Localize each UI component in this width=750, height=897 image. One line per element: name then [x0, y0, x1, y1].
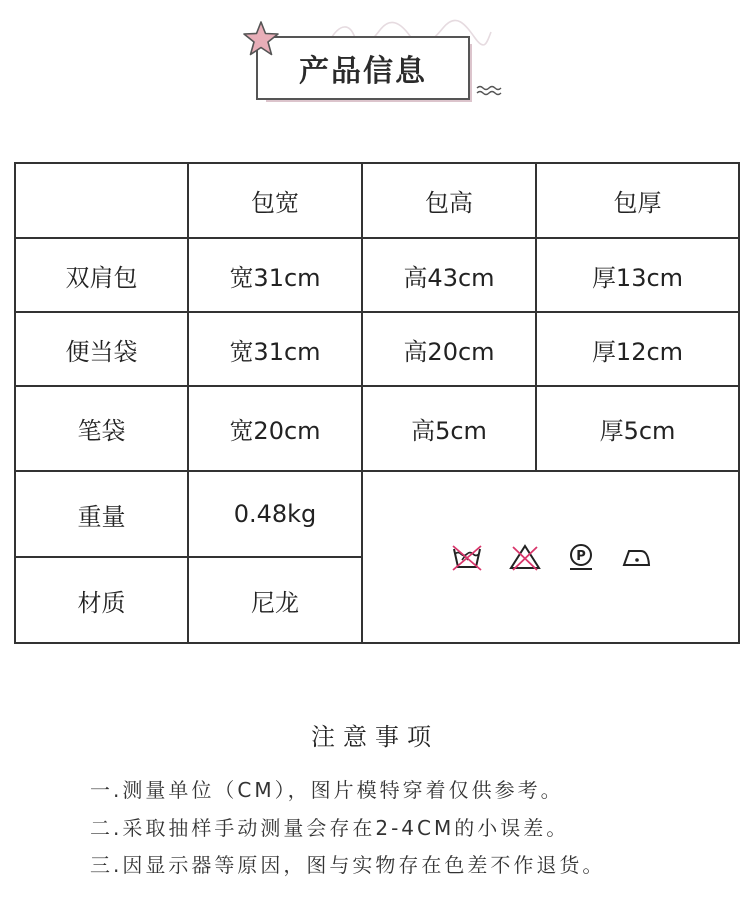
note-item: 一.测量单位（CM），图片模特穿着仅供参考。 [90, 778, 564, 802]
table-row-weight [15, 471, 739, 557]
header-cell-empty [15, 163, 188, 238]
table-row [15, 312, 739, 386]
row-label: 笔袋 [15, 386, 188, 471]
height-cell: 高5cm [362, 386, 536, 471]
note-item: 三.因显示器等原因，图与实物存在色差不作退货。 [90, 853, 606, 877]
header-cell-height: 包高 [362, 163, 536, 238]
dry-clean-icon [567, 543, 595, 571]
weight-label: 重量 [15, 471, 188, 557]
height-cell: 高43cm [362, 238, 536, 312]
care-icons-cell [362, 471, 739, 643]
material-label: 材质 [15, 557, 188, 643]
header-cell-thickness: 包厚 [536, 163, 739, 238]
weight-value: 0.48kg [188, 471, 362, 557]
iron-low-icon [621, 545, 651, 569]
no-hand-wash-icon [451, 543, 483, 571]
row-label: 双肩包 [15, 238, 188, 312]
width-cell: 宽20cm [188, 386, 362, 471]
note-item: 二.采取抽样手动测量会存在2-4CM的小误差。 [90, 816, 570, 840]
page-title: 产品信息 [299, 54, 427, 89]
table-header-row [15, 163, 739, 238]
care-icons [363, 543, 738, 571]
star-icon [242, 20, 280, 58]
table-row [15, 238, 739, 312]
height-cell: 高20cm [362, 312, 536, 386]
wave-decoration-icon [475, 84, 505, 98]
thickness-cell: 厚5cm [536, 386, 739, 471]
spec-table [14, 162, 738, 640]
row-label: 便当袋 [15, 312, 188, 386]
width-cell: 宽31cm [188, 312, 362, 386]
header-cell-width: 包宽 [188, 163, 362, 238]
width-cell: 宽31cm [188, 238, 362, 312]
table-row [15, 386, 739, 471]
notes-title: 注意事项 [311, 723, 439, 751]
svg-text:P: P [575, 549, 586, 564]
material-value: 尼龙 [188, 557, 362, 643]
title-badge [256, 36, 470, 100]
no-bleach-icon [509, 543, 541, 571]
header-banner [0, 0, 750, 125]
thickness-cell: 厚12cm [536, 312, 739, 386]
thickness-cell: 厚13cm [536, 238, 739, 312]
